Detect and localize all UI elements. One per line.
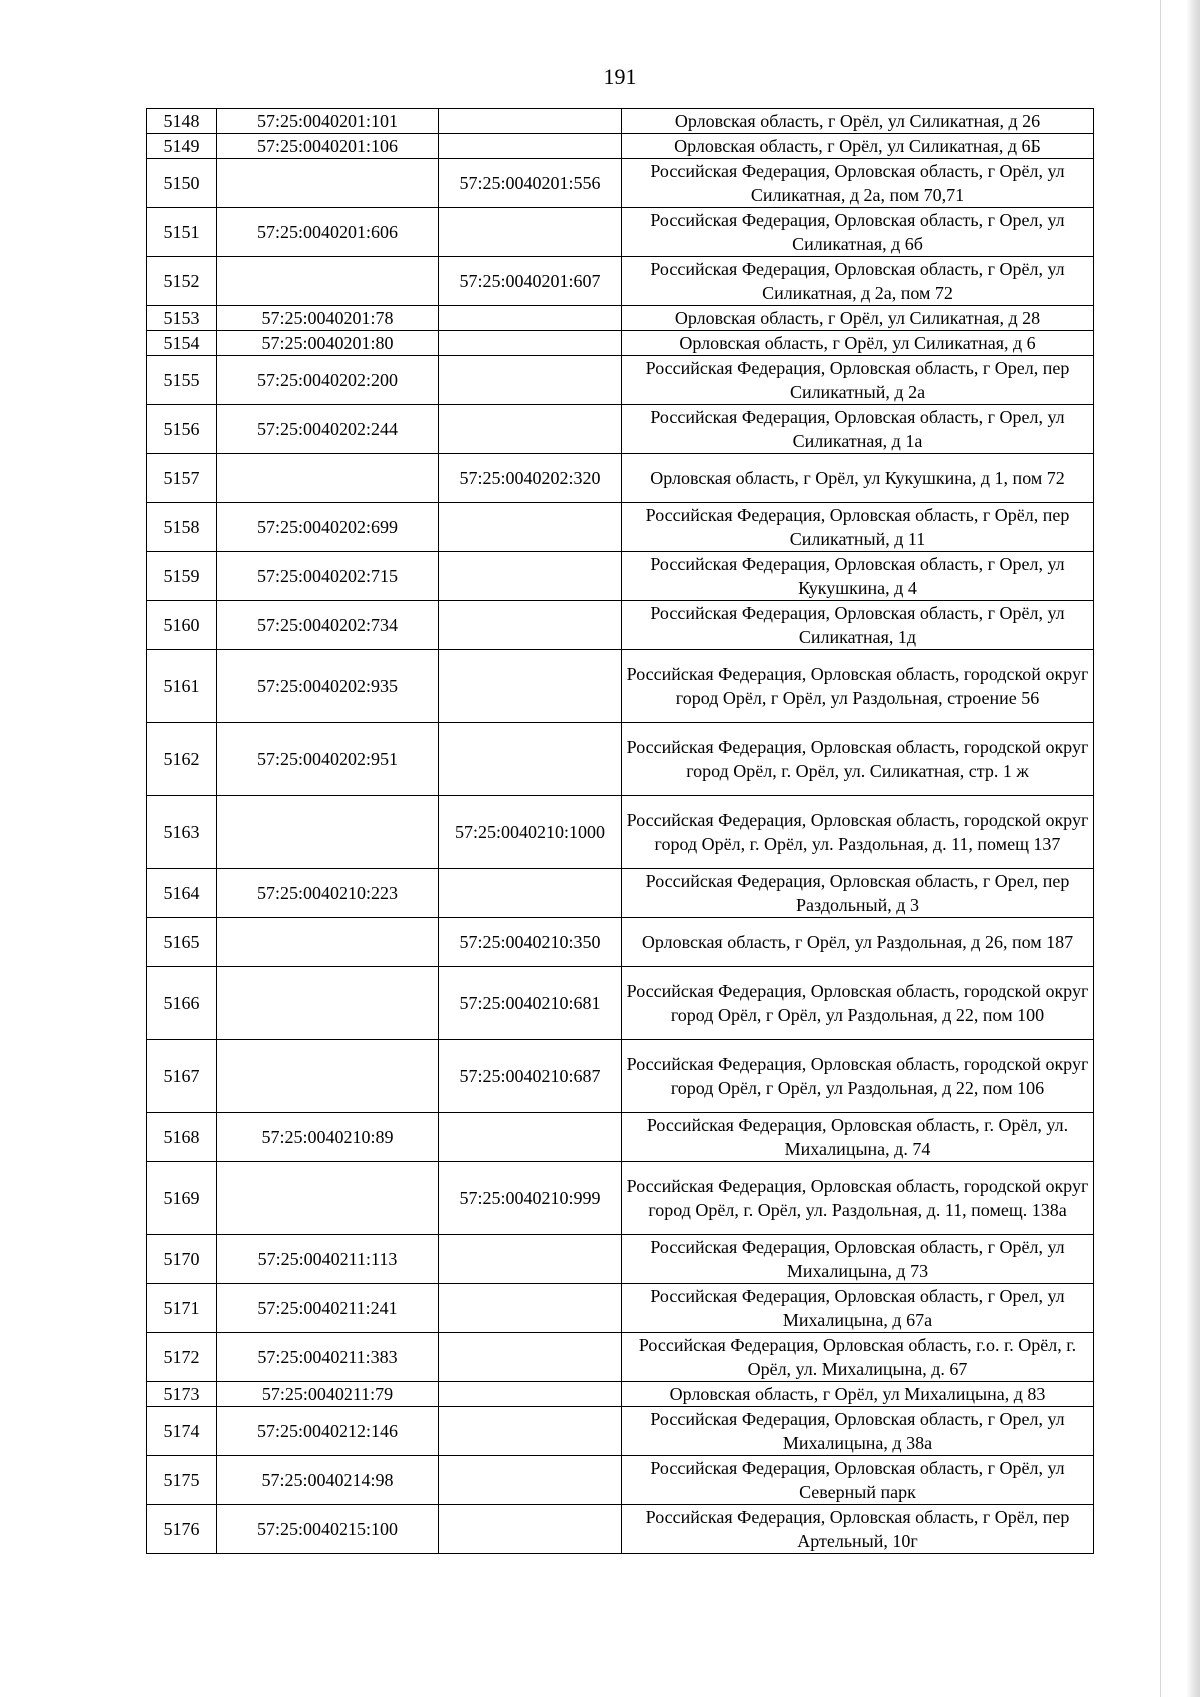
table-row	[147, 1505, 1094, 1554]
registry-table	[146, 108, 1094, 1554]
cadastral-number-land: 57:25:0040202:715	[217, 552, 439, 601]
table-row	[147, 1162, 1094, 1235]
table-row	[147, 869, 1094, 918]
cadastral-number-land: 57:25:0040210:223	[217, 869, 439, 918]
cadastral-number-room	[439, 552, 622, 601]
cadastral-number-room	[439, 1456, 622, 1505]
page-edge-line	[1160, 0, 1161, 1697]
cadastral-number-room	[439, 1382, 622, 1407]
table-row	[147, 208, 1094, 257]
table-row	[147, 1407, 1094, 1456]
address: Российская Федерация, Орловская область, г Орёл, ул Силикатная, д 2а, пом 70,71	[622, 159, 1094, 208]
cadastral-number-land	[217, 967, 439, 1040]
table-row	[147, 405, 1094, 454]
cadastral-number-room	[439, 208, 622, 257]
address: Орловская область, г Орёл, ул Силикатная, д 6Б	[622, 134, 1094, 159]
row-number: 5152	[147, 257, 217, 306]
address: Российская Федерация, Орловская область, г Орел, пер Силикатный, д 2а	[622, 356, 1094, 405]
row-number: 5155	[147, 356, 217, 405]
cadastral-number-room	[439, 869, 622, 918]
row-number: 5170	[147, 1235, 217, 1284]
row-number: 5151	[147, 208, 217, 257]
table-row	[147, 1235, 1094, 1284]
row-number: 5175	[147, 1456, 217, 1505]
cadastral-number-land: 57:25:0040202:200	[217, 356, 439, 405]
address: Российская Федерация, Орловская область, г. Орёл, ул. Михалицына, д. 74	[622, 1113, 1094, 1162]
cadastral-number-land	[217, 796, 439, 869]
cadastral-number-room	[439, 1284, 622, 1333]
address: Российская Федерация, Орловская область, г Орёл, пер Артельный, 10г	[622, 1505, 1094, 1554]
table-row	[147, 796, 1094, 869]
address: Российская Федерация, Орловская область, г Орёл, ул Силикатная, 1д	[622, 601, 1094, 650]
cadastral-number-room	[439, 1407, 622, 1456]
cadastral-number-room	[439, 601, 622, 650]
cadastral-number-land: 57:25:0040202:951	[217, 723, 439, 796]
row-number: 5161	[147, 650, 217, 723]
table-row	[147, 1456, 1094, 1505]
row-number: 5150	[147, 159, 217, 208]
cadastral-number-room: 57:25:0040210:681	[439, 967, 622, 1040]
cadastral-number-room	[439, 331, 622, 356]
cadastral-number-room	[439, 356, 622, 405]
cadastral-number-room	[439, 650, 622, 723]
address: Российская Федерация, Орловская область, г.о. г. Орёл, г. Орёл, ул. Михалицына, д. 67	[622, 1333, 1094, 1382]
table-row	[147, 1284, 1094, 1333]
row-number: 5169	[147, 1162, 217, 1235]
table-row	[147, 1382, 1094, 1407]
address: Российская Федерация, Орловская область, г Орел, ул Кукушкина, д 4	[622, 552, 1094, 601]
row-number: 5168	[147, 1113, 217, 1162]
cadastral-number-land: 57:25:0040202:244	[217, 405, 439, 454]
cadastral-number-room	[439, 1505, 622, 1554]
table-row	[147, 1333, 1094, 1382]
row-number: 5148	[147, 109, 217, 134]
address: Орловская область, г Орёл, ул Силикатная, д 6	[622, 331, 1094, 356]
table-row	[147, 331, 1094, 356]
table-row	[147, 503, 1094, 552]
table-row	[147, 723, 1094, 796]
address: Российская Федерация, Орловская область, г Орёл, ул Михалицына, д 73	[622, 1235, 1094, 1284]
cadastral-number-room	[439, 723, 622, 796]
table-row	[147, 257, 1094, 306]
row-number: 5158	[147, 503, 217, 552]
row-number: 5160	[147, 601, 217, 650]
registry-table-body	[147, 109, 1094, 1554]
cadastral-number-land: 57:25:0040211:241	[217, 1284, 439, 1333]
row-number: 5164	[147, 869, 217, 918]
table-row	[147, 967, 1094, 1040]
row-number: 5174	[147, 1407, 217, 1456]
cadastral-number-land: 57:25:0040201:106	[217, 134, 439, 159]
table-row	[147, 454, 1094, 503]
cadastral-number-land: 57:25:0040215:100	[217, 1505, 439, 1554]
cadastral-number-land	[217, 159, 439, 208]
address: Орловская область, г Орёл, ул Силикатная, д 26	[622, 109, 1094, 134]
page-number: 191	[603, 64, 637, 89]
cadastral-number-land: 57:25:0040202:734	[217, 601, 439, 650]
row-number: 5159	[147, 552, 217, 601]
cadastral-number-land: 57:25:0040214:98	[217, 1456, 439, 1505]
row-number: 5156	[147, 405, 217, 454]
row-number: 5162	[147, 723, 217, 796]
address: Российская Федерация, Орловская область, городской округ город Орёл, г. Орёл, ул. Силикатная, стр. 1 ж	[622, 723, 1094, 796]
table-row	[147, 918, 1094, 967]
cadastral-number-land: 57:25:0040211:79	[217, 1382, 439, 1407]
address: Орловская область, г Орёл, ул Силикатная, д 28	[622, 306, 1094, 331]
address: Российская Федерация, Орловская область, г Орел, ул Михалицына, д 38а	[622, 1407, 1094, 1456]
address: Орловская область, г Орёл, ул Раздольная, д 26, пом 187	[622, 918, 1094, 967]
cadastral-number-room: 57:25:0040201:556	[439, 159, 622, 208]
row-number: 5157	[147, 454, 217, 503]
row-number: 5154	[147, 331, 217, 356]
cadastral-number-room: 57:25:0040202:320	[439, 454, 622, 503]
table-row	[147, 109, 1094, 134]
address: Российская Федерация, Орловская область, городской округ город Орёл, г. Орёл, ул. Раздольная, д. 11, помещ. 138а	[622, 1162, 1094, 1235]
address: Российская Федерация, Орловская область, г Орел, ул Михалицына, д 67а	[622, 1284, 1094, 1333]
cadastral-number-land	[217, 1040, 439, 1113]
table-row	[147, 601, 1094, 650]
cadastral-number-land: 57:25:0040201:606	[217, 208, 439, 257]
cadastral-number-land: 57:25:0040211:113	[217, 1235, 439, 1284]
table-row	[147, 356, 1094, 405]
cadastral-number-room: 57:25:0040210:1000	[439, 796, 622, 869]
table-row	[147, 134, 1094, 159]
cadastral-number-land: 57:25:0040202:935	[217, 650, 439, 723]
row-number: 5153	[147, 306, 217, 331]
cadastral-number-land: 57:25:0040202:699	[217, 503, 439, 552]
address: Российская Федерация, Орловская область, г Орел, пер Раздольный, д 3	[622, 869, 1094, 918]
row-number: 5149	[147, 134, 217, 159]
cadastral-number-land: 57:25:0040201:78	[217, 306, 439, 331]
cadastral-number-room: 57:25:0040210:687	[439, 1040, 622, 1113]
cadastral-number-land: 57:25:0040211:383	[217, 1333, 439, 1382]
cadastral-number-land	[217, 1162, 439, 1235]
table-row	[147, 159, 1094, 208]
row-number: 5173	[147, 1382, 217, 1407]
address: Российская Федерация, Орловская область, г Орёл, пер Силикатный, д 11	[622, 503, 1094, 552]
row-number: 5165	[147, 918, 217, 967]
cadastral-number-room: 57:25:0040210:999	[439, 1162, 622, 1235]
row-number: 5171	[147, 1284, 217, 1333]
table-row	[147, 306, 1094, 331]
cadastral-number-room: 57:25:0040210:350	[439, 918, 622, 967]
cadastral-number-land	[217, 257, 439, 306]
address: Российская Федерация, Орловская область, городской округ город Орёл, г. Орёл, ул. Раздольная, д. 11, помещ 137	[622, 796, 1094, 869]
row-number: 5166	[147, 967, 217, 1040]
cadastral-number-room	[439, 1333, 622, 1382]
cadastral-number-land: 57:25:0040201:101	[217, 109, 439, 134]
row-number: 5167	[147, 1040, 217, 1113]
cadastral-number-land: 57:25:0040201:80	[217, 331, 439, 356]
cadastral-number-room	[439, 1113, 622, 1162]
address: Российская Федерация, Орловская область, городской округ город Орёл, г Орёл, ул Раздольная, д 22, пом 106	[622, 1040, 1094, 1113]
table-row	[147, 1040, 1094, 1113]
address: Российская Федерация, Орловская область, городской округ город Орёл, г Орёл, ул Раздольная, д 22, пом 100	[622, 967, 1094, 1040]
address: Российская Федерация, Орловская область, городской округ город Орёл, г Орёл, ул Раздольная, строение 56	[622, 650, 1094, 723]
cadastral-number-room	[439, 306, 622, 331]
cadastral-number-room	[439, 503, 622, 552]
table-row	[147, 650, 1094, 723]
address: Орловская область, г Орёл, ул Михалицына, д 83	[622, 1382, 1094, 1407]
cadastral-number-land: 57:25:0040210:89	[217, 1113, 439, 1162]
row-number: 5176	[147, 1505, 217, 1554]
cadastral-number-land	[217, 918, 439, 967]
address: Российская Федерация, Орловская область, г Орел, ул Силикатная, д 6б	[622, 208, 1094, 257]
cadastral-number-room	[439, 405, 622, 454]
address: Российская Федерация, Орловская область, г Орёл, ул Силикатная, д 2а, пом 72	[622, 257, 1094, 306]
cadastral-number-land	[217, 454, 439, 503]
address: Российская Федерация, Орловская область, г Орел, ул Силикатная, д 1а	[622, 405, 1094, 454]
cadastral-number-room: 57:25:0040201:607	[439, 257, 622, 306]
address: Российская Федерация, Орловская область, г Орёл, ул Северный парк	[622, 1456, 1094, 1505]
row-number: 5172	[147, 1333, 217, 1382]
cadastral-number-room	[439, 109, 622, 134]
table-row	[147, 552, 1094, 601]
table-row	[147, 1113, 1094, 1162]
cadastral-number-room	[439, 1235, 622, 1284]
row-number: 5163	[147, 796, 217, 869]
page-edge-shadow	[1186, 0, 1200, 1697]
cadastral-number-room	[439, 134, 622, 159]
address: Орловская область, г Орёл, ул Кукушкина, д 1, пом 72	[622, 454, 1094, 503]
cadastral-number-land: 57:25:0040212:146	[217, 1407, 439, 1456]
